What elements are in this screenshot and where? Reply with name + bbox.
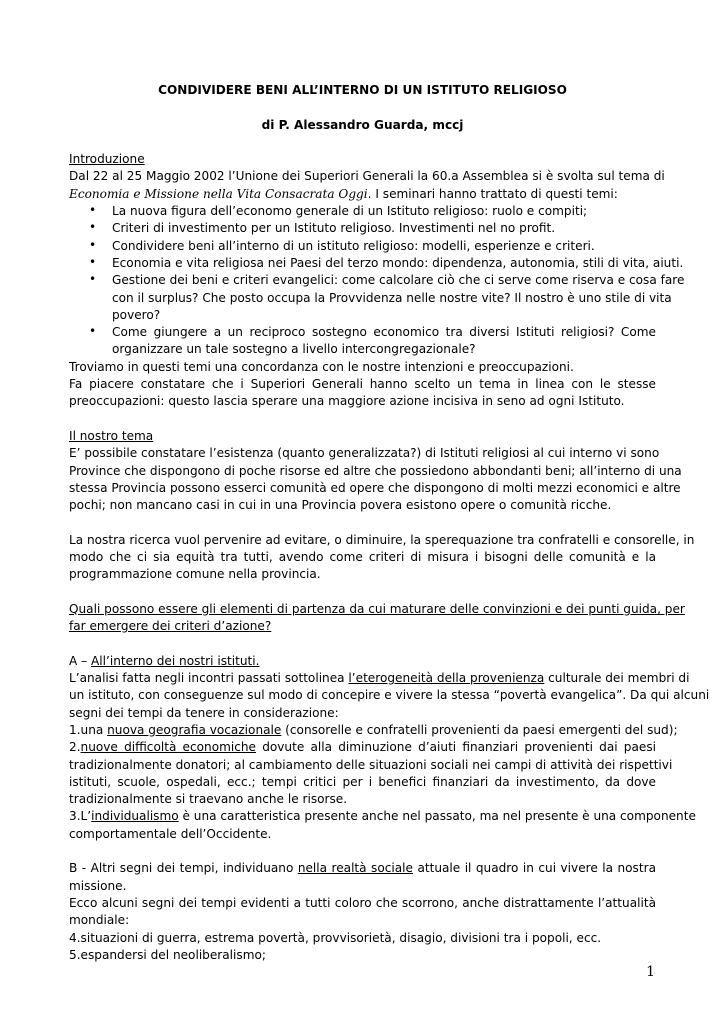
topic-bullet-line: • Gestione dei beni e criteri evangelici: come calcolare ciò che ci serve come riserva e cosa fare: [112, 273, 685, 288]
topic-bullet-line: organizzare un tale sostegno a livello intercongregazionale?: [112, 342, 476, 357]
topic-bullet: [69, 238, 656, 255]
item-3-line-2: comportamentale dell’Occidente.: [69, 826, 272, 841]
section-a-line-3: segni dei tempi da tenere in considerazione:: [69, 705, 339, 720]
intro-p3-line-2: preoccupazioni: questo lascia sperare una maggiore azione incisiva in seno ad ogni Istituto.: [69, 394, 625, 409]
section-a-line-1: L’analisi fatta negli incontri passati sottolinea l’eterogeneità della provenienza culturale dei membri di: [69, 671, 690, 686]
topic-bullet-line: • Condividere beni all’interno di un istituto religioso: modelli, esperienze e criteri.: [112, 238, 595, 253]
topic-bullet-line: • La nuova figura dell’economo generale di un Istituto religioso: ruolo e compiti;: [112, 204, 588, 219]
item-2-line-2: tradizionalmente donatori; al cambiamento delle situazioni sociali nei campi di attività dei rispettivi: [69, 757, 673, 772]
section-a-line-2: un istituto, con conseguenze sul modo di concepire e vivere la stessa “povertà evangelica”. Da qui alcuni: [69, 688, 710, 703]
section-b-line-4: mondiale:: [69, 913, 130, 928]
item-2-line-4: tradizionalmente si traevano anche le risorse.: [69, 792, 348, 807]
topic-bullet-line: povero?: [112, 307, 161, 322]
topic-bullet-line: • Economia e vita religiosa nei Paesi del terzo mondo: dipendenza, autonomia, stili di vita, aiuti.: [112, 255, 684, 270]
tema-heading: Il nostro tema: [69, 428, 154, 443]
page-number: 1: [646, 964, 655, 980]
section-b-line-2: missione.: [69, 878, 127, 893]
tema-p1-line-4: pochi; non mancano casi in cui in una Provincia povera esistono opere o comunità ricche.: [69, 498, 612, 513]
question-line-1: Quali possono essere gli elementi di partenza da cui maturare delle convinzioni e dei punti guida, per: [69, 601, 685, 616]
section-a-heading: A – All’interno dei nostri istituti.: [69, 653, 260, 668]
tema-p1-line-3: stessa Provincia possono esserci comunità ed opere che dispongono di molti mezzi economici e altre: [69, 480, 681, 495]
document-title: CONDIVIDERE BENI ALL’INTERNO DI UN ISTITUTO RELIGIOSO: [158, 83, 567, 97]
section-b-line-1: B - Altri segni dei tempi, individuano nella realtà sociale attuale il quadro in cui vivere la nostra: [69, 861, 656, 876]
tema-p2-line-2: modo che ci sia equità tra tutti, avendo come criteri di misura i bisogni delle comunità e la: [69, 550, 656, 565]
tema-p2-line-3: programmazione comune nella provincia.: [69, 567, 321, 582]
tema-p2-line-1: La nostra ricerca vuol pervenire ad evitare, o diminuire, la sperequazione tra confratelli e consorelle, in: [69, 532, 695, 547]
tema-p1-line-2: Province che dispongono di poche risorse ed altre che possiedono abbondanti beni; all’interno di una: [69, 463, 682, 478]
item-2-line-3: istituti, scuole, ospedali, ecc.; tempi critici per i benefici finanziari da investimento, da dove: [69, 774, 656, 789]
topic-bullet-line: • Criteri di investimento per un Istituto religioso. Investimenti nel no profit.: [112, 221, 556, 236]
intro-heading: Introduzione: [69, 152, 145, 167]
topic-bullet-line: con il surplus? Che posto occupa la Provvidenza nelle nostre vite? Il nostro è uno stile di vita: [112, 290, 672, 305]
item-5: 5.espandersi del neoliberalismo;: [69, 947, 266, 962]
topic-bullet-line: • Come giungere a un reciproco sostegno economico tra diversi Istituti religiosi? Come: [112, 325, 656, 340]
document-page: [69, 82, 710, 964]
intro-line-1: Dal 22 al 25 Maggio 2002 l’Unione dei Superiori Generali la 60.a Assemblea si è svolta sul tema di: [69, 169, 665, 184]
item-3-line-1: 3.L’individualismo è una caratteristica presente anche nel passato, ma nel presente è una componente: [69, 809, 696, 824]
topic-bullet: [69, 272, 685, 324]
section-b-line-3: Ecco alcuni segni dei tempi evidenti a tutti coloro che scorrono, anche distrattamente l’attualità: [69, 895, 656, 910]
topic-bullet: [69, 255, 684, 272]
intro-p3-line-1: Fa piacere constatare che i Superiori Generali hanno scelto un tema in linea con le stesse: [69, 377, 656, 392]
item-2-line-1: 2.nuove difficoltà economiche dovute alla diminuzione d’aiuti finanziari provenienti dai paesi: [69, 740, 656, 755]
tema-p1-line-1: E’ possibile constatare l’esistenza (quanto generalizzata?) di Istituti religiosi al cui interno vi sono: [69, 446, 660, 461]
topic-bullet: [69, 203, 656, 220]
italic-topic: Economia e Missione nella Vita Consacrata Oggi: [69, 186, 368, 201]
topic-bullet: [69, 324, 656, 359]
topics-list: [69, 203, 685, 359]
item-1: 1.una nuova geografia vocazionale (consorelle e confratelli provenienti da paesi emergenti del sud);: [69, 722, 678, 737]
topic-bullet: [69, 220, 656, 237]
intro-paragraph-2: Troviamo in questi temi una concordanza con le nostre intenzioni e preoccupazioni.: [69, 359, 574, 374]
item-4: 4.situazioni di guerra, estrema povertà, provvisorietà, disagio, divisioni tra i popoli, ecc.: [69, 930, 602, 945]
question-line-2: far emergere dei criteri d’azione?: [69, 619, 272, 634]
author-line: di P. Alessandro Guarda, mccj: [261, 117, 464, 132]
intro-line-2: Economia e Missione nella Vita Consacrata Oggi. I seminari hanno trattato di questi temi:: [69, 186, 618, 201]
